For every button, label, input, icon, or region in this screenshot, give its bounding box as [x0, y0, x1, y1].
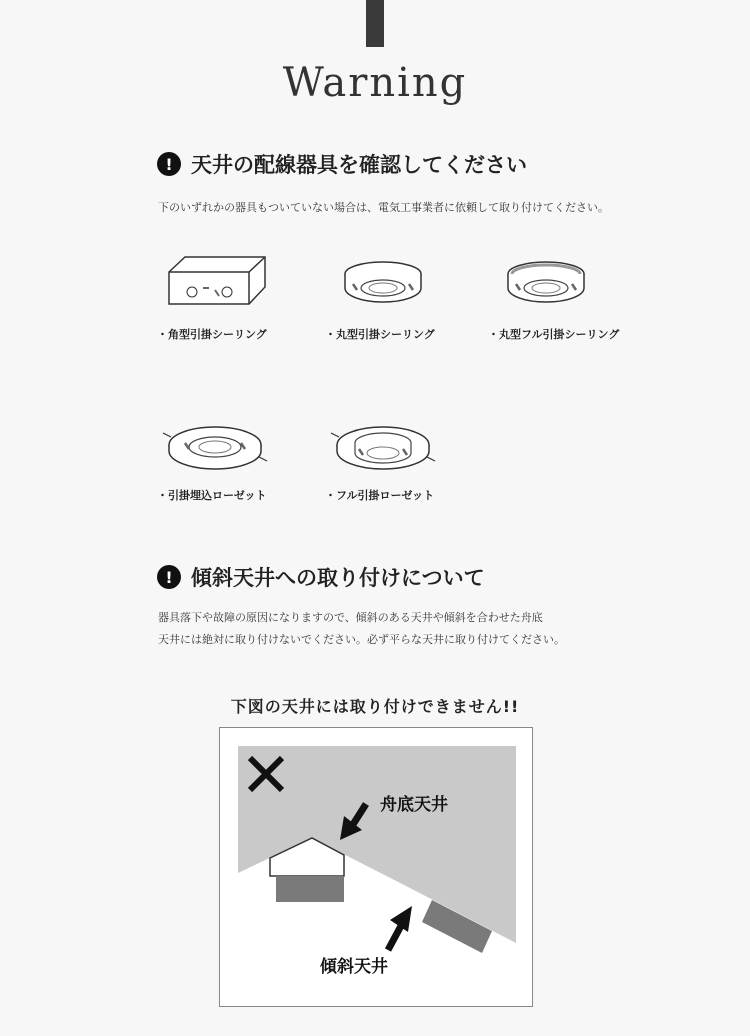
notice-text: 下図の天井には取り付けできません!! — [230, 697, 520, 716]
fixture-round-ceiling — [325, 252, 485, 341]
slope-ceiling-label: 傾斜天井 — [320, 957, 388, 977]
section-description: 下のいずれかの器具もついていない場合は、電気工事業者に依頼して取り付けてください。 — [158, 201, 609, 214]
boat-ceiling-light — [276, 876, 344, 902]
fixture-embedded-rosette — [157, 417, 317, 502]
arrow-icon-slope — [388, 906, 412, 950]
description-line: 天井には絶対に取り付けないでください。必ず平らな天井に取り付けてください。 — [158, 633, 565, 646]
fixture-label: ・引掛埋込ローゼット — [157, 489, 267, 502]
section-heading-slope — [157, 562, 485, 592]
round-ceiling-icon — [325, 252, 445, 312]
fixture-label: ・角型引掛シーリング — [157, 328, 267, 341]
round-full-ceiling-icon — [488, 252, 608, 312]
exclamation-icon: ! — [157, 565, 181, 589]
exclamation-icon: ! — [157, 152, 181, 176]
fixture-label: ・フル引掛ローゼット — [325, 489, 435, 502]
fixture-label: ・丸型フル引掛シーリング — [488, 328, 620, 341]
fixture-full-rosette — [325, 417, 485, 502]
section-description — [158, 607, 565, 651]
section-heading-text: 傾斜天井への取り付けについて — [191, 566, 485, 590]
embedded-rosette-icon — [157, 417, 277, 477]
full-rosette-icon — [325, 417, 445, 477]
section-heading-text: 天井の配線器具を確認してください — [191, 153, 527, 177]
fixture-label: ・丸型引掛シーリング — [325, 328, 435, 341]
fixture-round-full-ceiling — [488, 252, 648, 341]
fixture-square-ceiling — [157, 252, 317, 341]
page-title: Warning — [282, 60, 468, 106]
slope-ceiling-diagram — [219, 727, 533, 1007]
square-ceiling-icon — [157, 252, 277, 312]
boat-ceiling-label: 舟底天井 — [380, 795, 448, 815]
description-line: 器具落下や故障の原因になりますので、傾斜のある天井や傾斜を合わせた舟底 — [158, 611, 543, 624]
section-heading-wiring — [157, 149, 527, 179]
top-accent-bar — [366, 0, 384, 47]
